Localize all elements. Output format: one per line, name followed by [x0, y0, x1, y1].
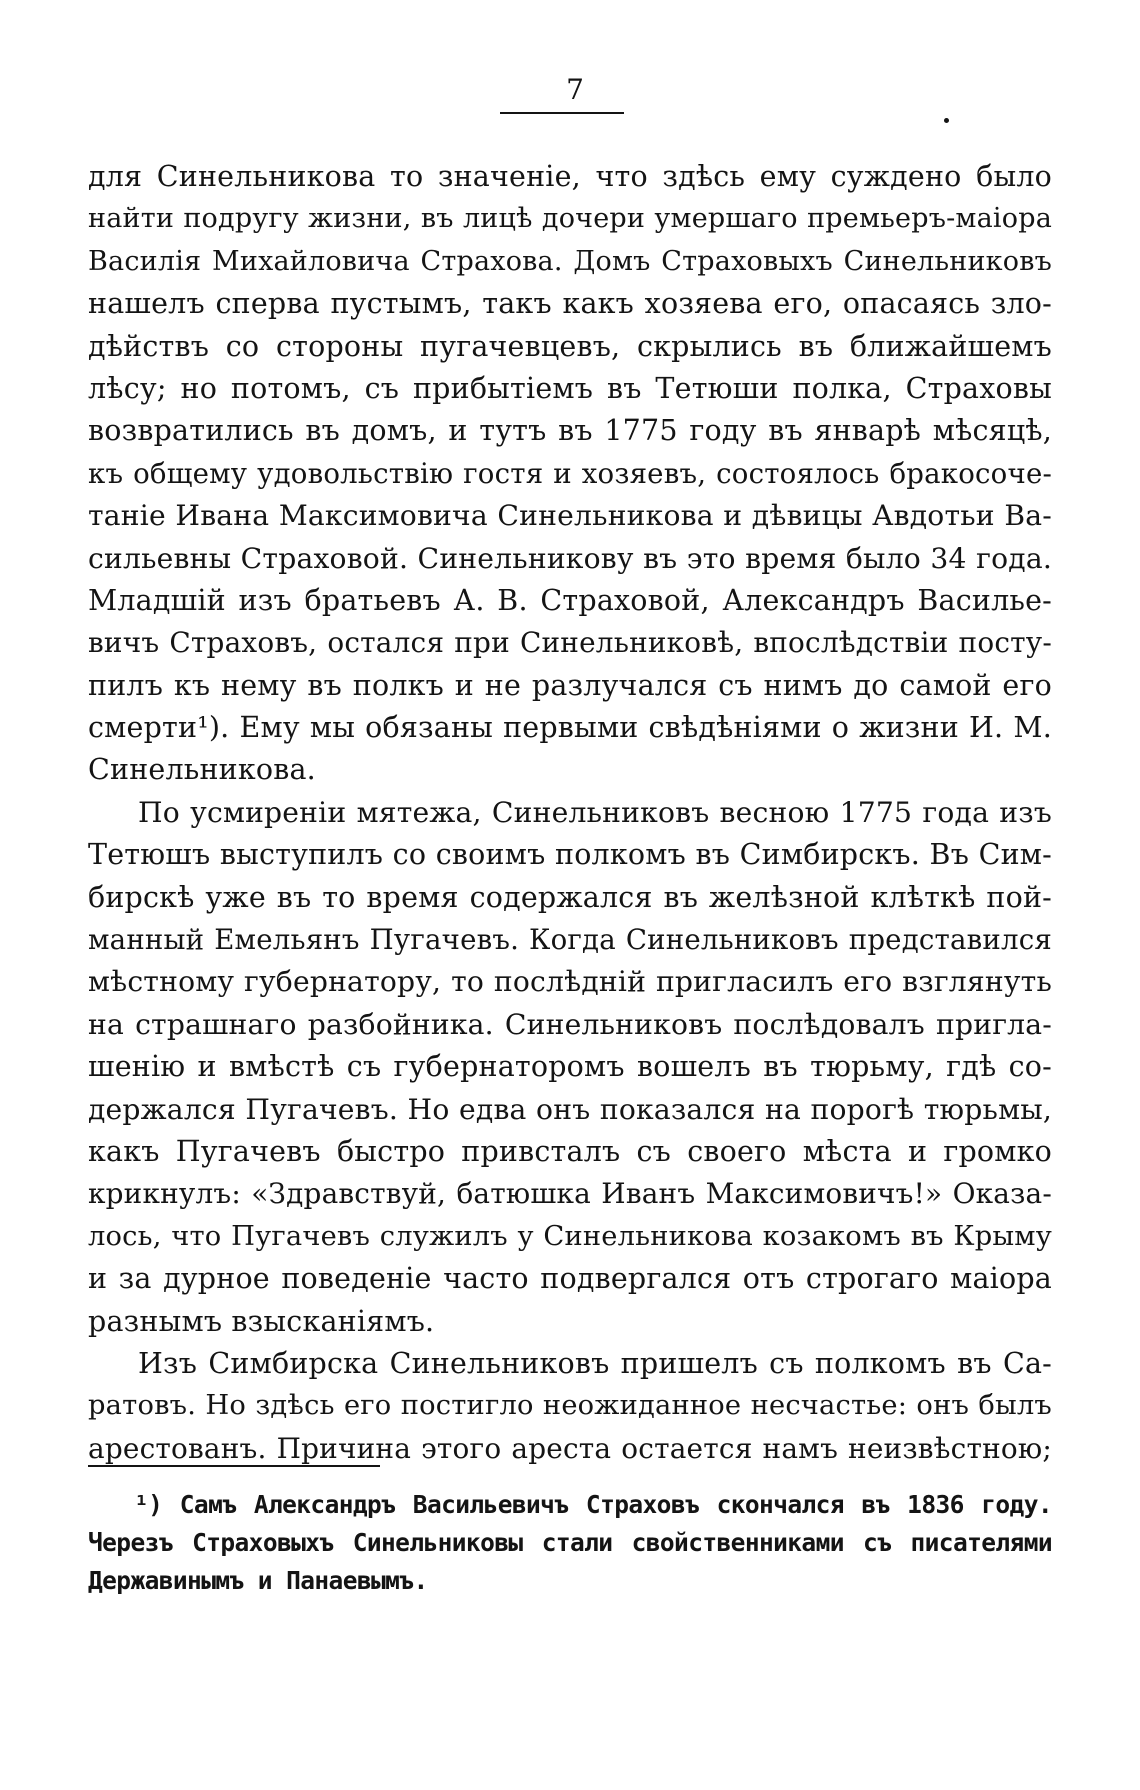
text-line: Синельникова. [88, 753, 316, 787]
text-line: разнымъ взысканіямъ. [88, 1304, 435, 1338]
text-line: пилъ къ нему въ полкъ и не разлучался съ нимъ до самой его [88, 668, 1052, 702]
footnote-separator [88, 1465, 380, 1467]
print-speck [944, 118, 949, 123]
paragraph-start-line: Изъ Симбирска Синельниковъ пришелъ съ полкомъ въ Са- [138, 1346, 1052, 1380]
footnote-line: ¹) Самъ Александръ Васильевичъ Страховъ скончался въ 1836 году. [134, 1490, 1052, 1519]
text-line: на страшнаго разбойника. Синельниковъ послѣдовалъ пригла- [88, 1007, 1052, 1041]
text-line: возвратились въ домъ, и тутъ въ 1775 году въ январѣ мѣсяцѣ, [88, 414, 1052, 448]
text-line: Младшій изъ братьевъ А. В. Страховой, Александръ Василье- [88, 583, 1052, 617]
text-line: къ общему удовольствію гостя и хозяевъ, состоялось бракосоче- [88, 456, 1052, 490]
text-line: шенію и вмѣстѣ съ губернаторомъ вошелъ въ тюрьму, гдѣ со- [88, 1050, 1052, 1084]
text-line: таніе Ивана Максимовича Синельникова и дѣвицы Авдотьи Ва- [88, 499, 1052, 533]
text-line: бирскѣ уже въ то время содержался въ желѣзной клѣткѣ пой- [88, 880, 1052, 914]
text-line: смерти¹). Ему мы обязаны первыми свѣдѣніями о жизни И. М. [88, 711, 1052, 745]
text-line: нашелъ сперва пустымъ, такъ какъ хозяева его, опасаясь зло- [88, 287, 1052, 321]
body-text [88, 156, 1052, 1470]
text-line: манный Емельянъ Пугачевъ. Когда Синельниковъ представился [88, 923, 1052, 957]
text-line: какъ Пугачевъ быстро привсталъ съ своего мѣста и громко [88, 1134, 1052, 1168]
text-line: мѣстному губернатору, то послѣдній пригласилъ его взглянуть [88, 965, 1052, 999]
text-line: лѣсу; но потомъ, съ прибытіемъ въ Тетюши полка, Страховы [88, 371, 1052, 405]
text-line: Василія Михайловича Страхова. Домъ Страховыхъ Синельниковъ [88, 245, 1052, 277]
text-line: Тетюшъ выступилъ со своимъ полкомъ въ Симбирскъ. Въ Сим- [88, 838, 1052, 872]
text-line: найти подругу жизни, въ лицѣ дочери умершаго премьеръ-маіора [88, 203, 1052, 235]
footnote-line: Черезъ Страховыхъ Синельниковы стали свойственниками съ писателями [88, 1528, 1052, 1557]
paragraph-start-line: По усмиреніи мятежа, Синельниковъ весною 1775 года изъ [138, 795, 1052, 829]
text-line: держался Пугачевъ. Но едва онъ показался на порогѣ тюрьмы, [88, 1092, 1052, 1126]
text-line: лось, что Пугачевъ служилъ у Синельникова козакомъ въ Крыму [88, 1220, 1052, 1252]
text-line: для Синельникова то значеніе, что здѣсь ему суждено было [88, 160, 1052, 193]
page-number-rule [500, 112, 624, 114]
text-line: ратовъ. Но здѣсь его постигло неожиданное несчастье: онъ былъ [88, 1390, 1052, 1422]
footnotes [88, 1486, 1052, 1600]
text-line: крикнулъ: «Здравствуй, батюшка Иванъ Максимовичъ!» Оказа- [88, 1177, 1052, 1211]
footnote-line: Державинымъ и Панаевымъ. [88, 1566, 428, 1595]
page-number: 7 [566, 73, 584, 106]
text-line: сильевны Страховой. Синельникову въ это время было 34 года. [88, 541, 1052, 575]
text-line: дѣйствъ со стороны пугачевцевъ, скрылись въ ближайшемъ [88, 329, 1052, 363]
text-line: и за дурное поведеніе часто подвергался отъ строгаго маіора [88, 1262, 1052, 1296]
text-line: арестованъ. Причина этого ареста остается намъ неизвѣстною; [88, 1431, 1052, 1465]
text-line: вичъ Страховъ, остался при Синельниковѣ, впослѣдствіи посту- [88, 626, 1052, 660]
